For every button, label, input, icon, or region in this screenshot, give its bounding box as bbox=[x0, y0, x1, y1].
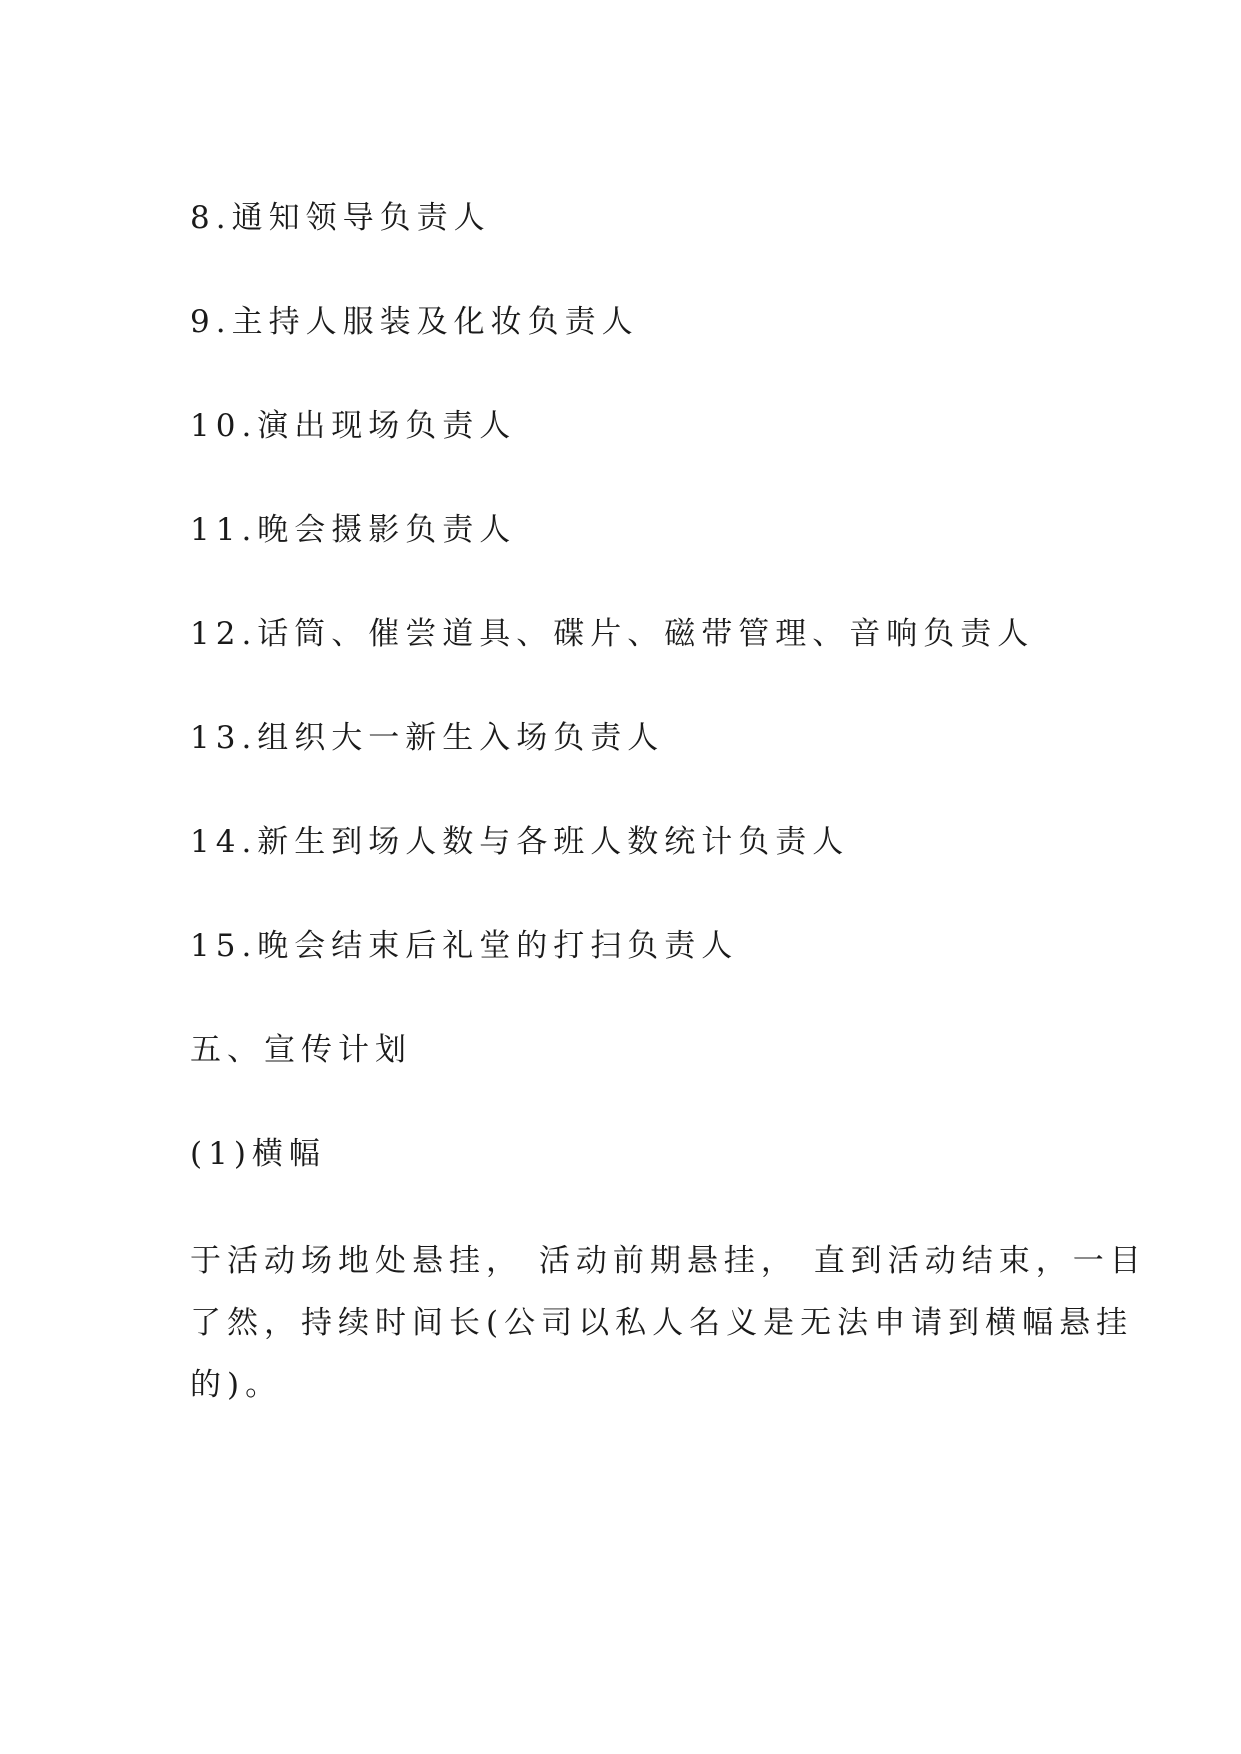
list-item: 15.晚会结束后礼堂的打扫负责人 bbox=[190, 928, 739, 964]
paragraph-line: 的)。 bbox=[190, 1367, 283, 1403]
list-item: 13.组织大一新生入场负责人 bbox=[190, 720, 665, 756]
paragraph-line: 于活动场地处悬挂， 活动前期悬挂， 直到活动结束，一目 bbox=[190, 1243, 1147, 1279]
list-item: 14.新生到场人数与各班人数统计负责人 bbox=[190, 824, 850, 860]
paragraph-line: 了然，持续时间长(公司以私人名义是无法申请到横幅悬挂 bbox=[190, 1305, 1134, 1341]
sub-heading: (1)横幅 bbox=[190, 1136, 326, 1172]
list-item: 12.话筒、催尝道具、碟片、磁带管理、音响负责人 bbox=[190, 616, 1035, 652]
list-item: 10.演出现场负责人 bbox=[190, 408, 517, 444]
list-item: 8.通知领导负责人 bbox=[190, 200, 491, 236]
section-heading: 五、宣传计划 bbox=[190, 1032, 412, 1068]
list-item: 11.晚会摄影负责人 bbox=[190, 512, 517, 548]
body-paragraph bbox=[190, 1230, 1147, 1416]
list-item: 9.主持人服装及化妆负责人 bbox=[190, 304, 639, 340]
